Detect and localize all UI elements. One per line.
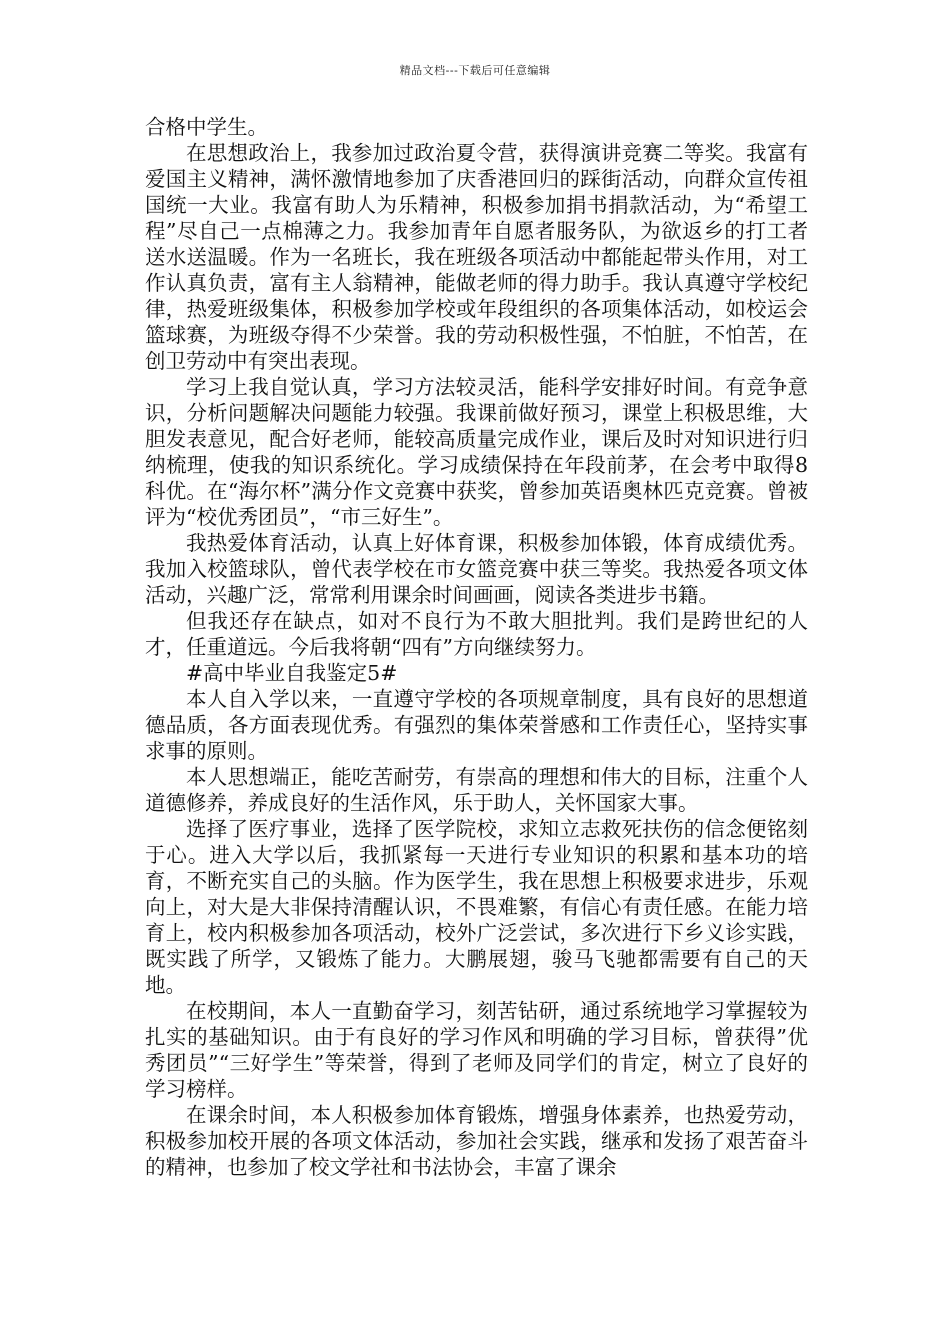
document-body bbox=[145, 114, 808, 1180]
page-header: 精品文档---下载后可任意编辑 bbox=[399, 64, 551, 77]
paragraph: 学习上我自觉认真，学习方法较灵活，能科学安排好时间。有竞争意识，分析问题解决问题能力较强。我课前做好预习，课堂上积极思维，大胆发表意见，配合好老师，能较高质量完成作业，课后及时对知识进行归纳梳理，使我的知识系统化。学习成绩保持在年段前茅，在会考中取得8科优。在“海尔杯”满分作文竞赛中获奖，曾参加英语奥林匹克竞赛。曾被评为“校优秀团员”，“市三好生”。 bbox=[145, 375, 808, 529]
section-heading: #高中毕业自我鉴定5# bbox=[186, 661, 398, 685]
paragraph: 本人自入学以来，一直遵守学校的各项规章制度，具有良好的思想道德品质，各方面表现优秀。有强烈的集体荣誉感和工作责任心，坚持实事求事的原则。 bbox=[145, 687, 808, 763]
paragraph: 选择了医疗事业，选择了医学院校，求知立志救死扶伤的信念便铭刻于心。进入大学以后，我抓紧每一天进行专业知识的积累和基本功的培育，不断充实自己的头脑。作为医学生，我在思想上积极要求进步，乐观向上，对大是大非保持清醒认识，不畏难繁，有信心有责任感。在能力培育上，校内积极参加各项活动，校外广泛尝试，多次进行下乡义诊实践，既实践了所学，又锻炼了能力。大鹏展翅，骏马飞驰都需要有自己的天地。 bbox=[145, 817, 808, 997]
paragraph: 在思想政治上，我参加过政治夏令营，获得演讲竞赛二等奖。我富有爱国主义精神，满怀激情地参加了庆香港回归的踩街活动，向群众宣传祖国统一大业。我富有助人为乐精神，积极参加捐书捐款活动，为“希望工程”尽自己一点棉薄之力。我参加青年自愿者服务队，为欲返乡的打工者送水送温暖。作为一名班长，我在班级各项活动中都能起带头作用，对工作认真负责，富有主人翁精神，能做老师的得力助手。我认真遵守学校纪律，热爱班级集体，积极参加学校或年段组织的各项集体活动，如校运会篮球赛，为班级夺得不少荣誉。我的劳动积极性强，不怕脏，不怕苦，在创卫劳动中有突出表现。 bbox=[145, 141, 808, 373]
paragraph: 我热爱体育活动，认真上好体育课，积极参加体锻，体育成绩优秀。我加入校篮球队，曾代表学校在市女篮竞赛中获三等奖。我热爱各项文体活动，兴趣广泛，常常利用课余时间画画，阅读各类进步书籍。 bbox=[145, 531, 808, 607]
paragraph: 合格中学生。 bbox=[145, 115, 268, 139]
paragraph: 本人思想端正，能吃苦耐劳，有崇高的理想和伟大的目标，注重个人道德修养，养成良好的生活作风，乐于助人，关怀国家大事。 bbox=[145, 765, 808, 815]
paragraph: 在校期间，本人一直勤奋学习，刻苦钻研，通过系统地学习掌握较为扎实的基础知识。由于有良好的学习作风和明确的学习目标，曾获得”优秀团员”“三好学生”等荣誉，得到了老师及同学们的肯定，树立了良好的学习榜样。 bbox=[145, 999, 808, 1101]
paragraph: 在课余时间，本人积极参加体育锻炼，增强身体素养，也热爱劳动，积极参加校开展的各项文体活动，参加社会实践，继承和发扬了艰苦奋斗的精神，也参加了校文学社和书法协会，丰富了课余 bbox=[145, 1103, 808, 1179]
paragraph: 但我还存在缺点，如对不良行为不敢大胆批判。我们是跨世纪的人才，任重道远。今后我将朝“四有”方向继续努力。 bbox=[145, 609, 808, 659]
